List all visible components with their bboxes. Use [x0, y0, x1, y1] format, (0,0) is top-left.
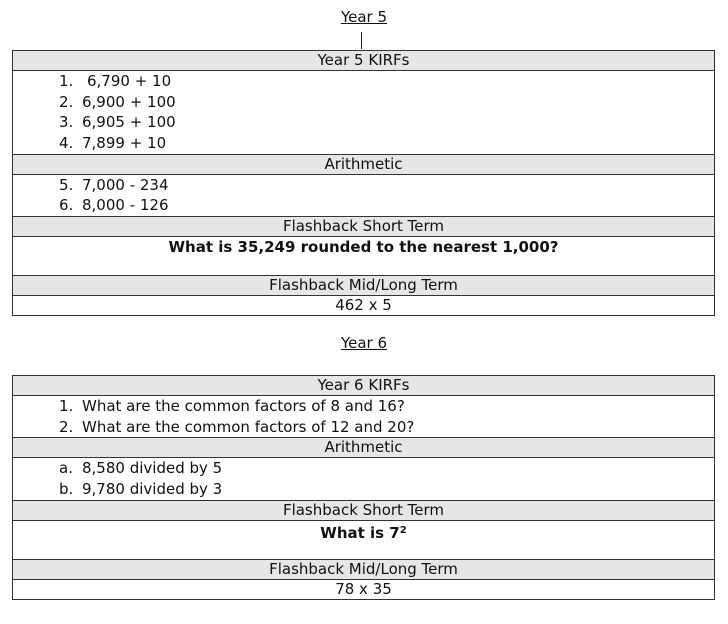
list-item: 2. What are the common factors of 12 and 20?: [59, 417, 415, 436]
text-cursor: [361, 32, 362, 49]
year5-short-term-header: Flashback Short Term: [13, 217, 715, 237]
year5-kirfs-header: Year 5 KIRFs: [13, 51, 715, 71]
year6-kirfs-cell: [13, 396, 715, 438]
year5-table: [12, 50, 715, 316]
year6-kirfs-list: [13, 396, 714, 437]
year5-kirfs-cell: [13, 71, 715, 155]
year5-mid-long-header: Flashback Mid/Long Term: [13, 276, 715, 296]
list-item: b. 9,780 divided by 3: [59, 480, 223, 499]
year6-arithmetic-header: Arithmetic: [13, 438, 715, 458]
year5-arithmetic-cell: [13, 174, 715, 216]
year6-short-term-question: What is $7^2$: [13, 520, 715, 559]
year5-short-term-question: What is 35,249 rounded to the nearest 1,000?: [13, 237, 715, 276]
year5-arithmetic-header: Arithmetic: [13, 154, 715, 174]
year5-kirfs-list: [13, 71, 714, 154]
year5-arithmetic-list: [13, 175, 714, 216]
year6-title: Year 6: [340, 334, 388, 352]
year6-table: [12, 375, 715, 600]
year6-arithmetic-list: [13, 458, 714, 499]
year5-mid-long-question: 462 x 5: [13, 296, 715, 316]
list-item: a. 8,580 divided by 5: [59, 459, 223, 478]
list-item: 1. 6,790 + 10: [59, 72, 172, 90]
list-item: 3. 6,905 + 100: [59, 113, 176, 132]
exponent: 2: [399, 524, 407, 536]
list-item: 4. 7,899 + 10: [59, 134, 167, 153]
list-item: 2. 6,900 + 100: [59, 92, 176, 111]
year6-arithmetic-cell: [13, 458, 715, 500]
year6-short-term-header: Flashback Short Term: [13, 500, 715, 520]
year6-mid-long-header: Flashback Mid/Long Term: [13, 559, 715, 579]
year5-title: Year 5: [340, 8, 388, 26]
year6-mid-long-question: 78 x 35: [13, 579, 715, 599]
year6-kirfs-header: Year 6 KIRFs: [13, 376, 715, 396]
list-item: 6. 8,000 - 126: [59, 196, 169, 215]
list-item: 5. 7,000 - 234: [59, 175, 169, 194]
list-item: 1. What are the common factors of 8 and 16?: [59, 397, 405, 415]
